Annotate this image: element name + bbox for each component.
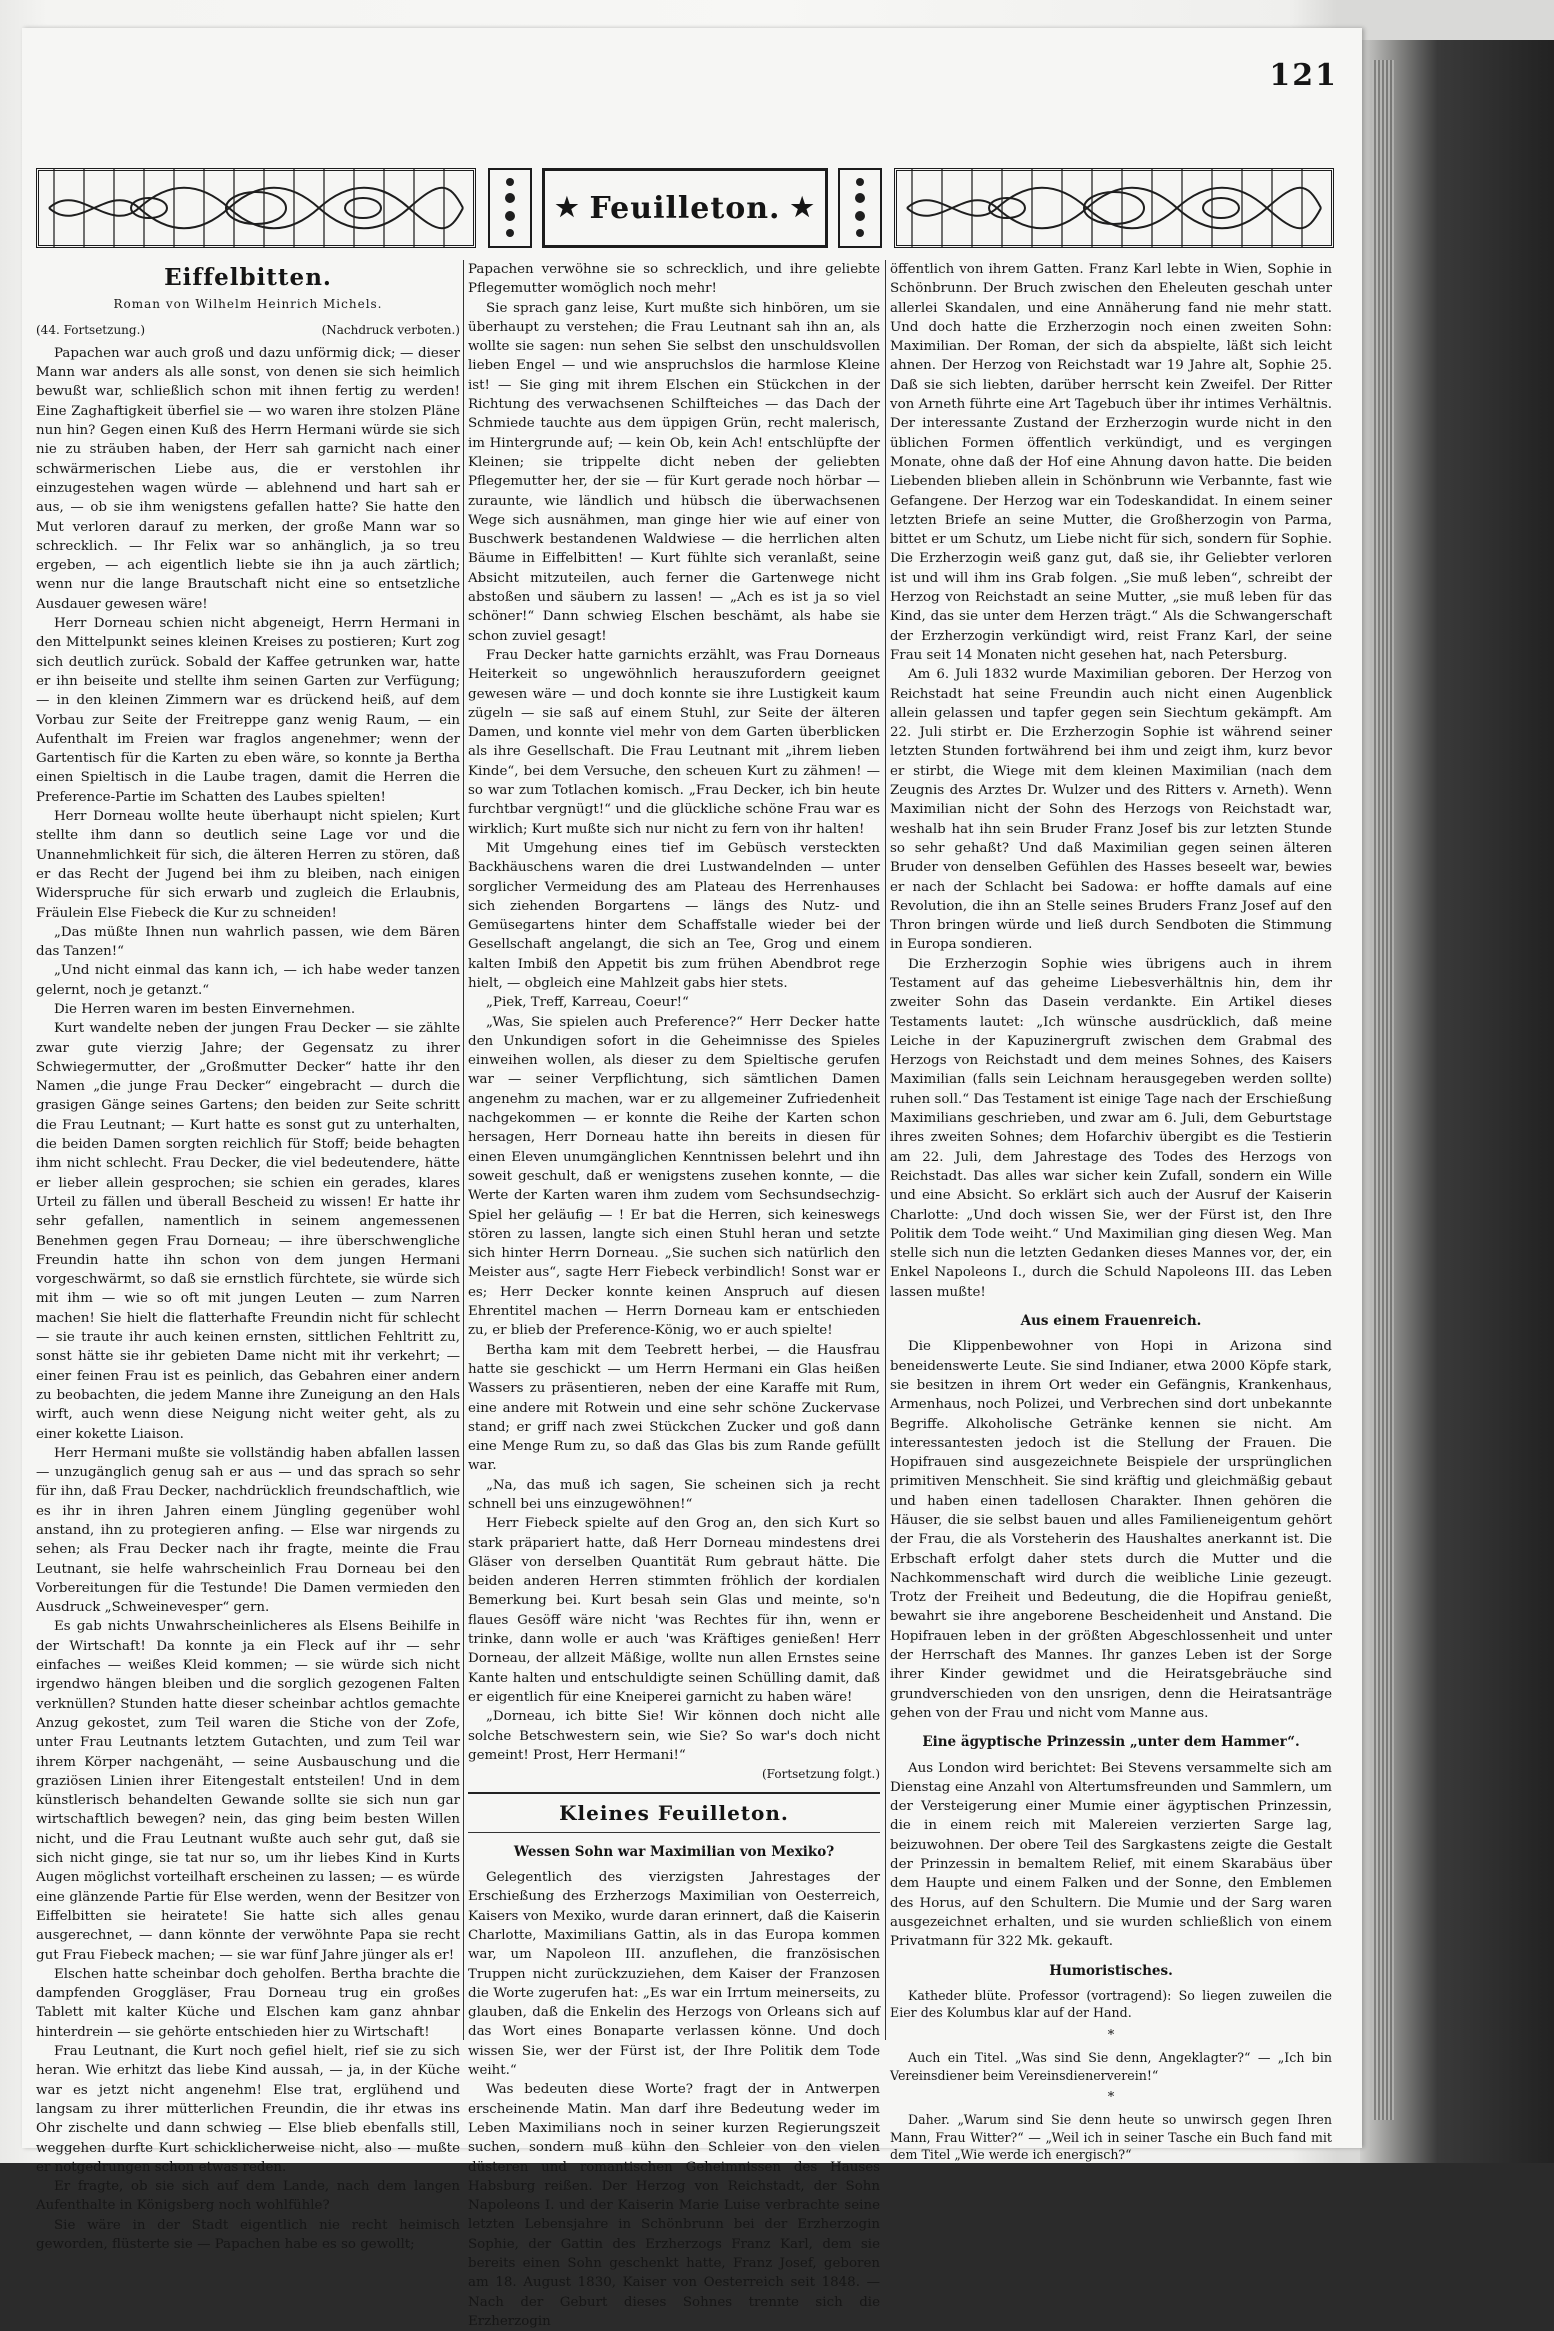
column-rule (885, 260, 886, 2040)
paragraph: „Und nicht einmal das kann ich, — ich habe weder tanzen gelernt, noch je getanzt.“ (36, 963, 460, 998)
reprint-notice: (Nachdruck verboten.) (321, 322, 460, 337)
continuation-note: (Fortsetzung folgt.) (762, 1767, 880, 1782)
paragraph: Papachen verwöhne sie so schrecklich, und ihre geliebte Pflegemutter womöglich noch mehr! (468, 262, 880, 297)
paragraph: Herr Hermani mußte sie vollständig haben abfallen lassen — unzugänglich genug sah er aus — und das sprach so sehr für ihn, daß Frau Decker, nachdrücklich freundschaftlich, wie es ihr in ihren Jahren einem Jüngling gegenüber wohl anstand, ihn zu protegieren anfing. — Else war nirgends zu sehen; als Frau Decker nach ihr fragte, meinte die Frau Leutnant, sie helfe wahrscheinlich Frau Dorneau bei den Vorbereitungen für die Testunde! Die Damen vermieden den Ausdruck „Schweinevesper“ gern. (36, 1445, 460, 1616)
paragraph: Kurt wandelte neben der jungen Frau Decker — sie zählte zwar gute vierzig Jahre; der Gegensatz zu ihrer Schwiegermutter, der „Großmutter Decker“ hatte ihr den Namen „die junge Frau Decker“ eingebracht — durch die grasigen Gänge seines Gartens; den beiden zur Seite schritt die Frau Leutnant; — Kurt hatte es sonst gut zu unterhalten, die beiden Damen sorgten reichlich für Stoff; beide behagten ihm nicht schlecht. Frau Decker, die viel bedeutendere, hätte er lieber allein gesprochen; sie schien ein gerades, klares Urteil zu fällen und überall Bescheid zu wissen! Er hatte ihr sehr gefallen, namentlich in seinem angemessenen Benehmen gegen Frau Dorneau; — ihre überschwengliche Freundin hatte ihn schon von dem jungen Hermani vorgeschwärmt, so daß sie ernstlich fürchtete, sie würde sich mit ihm — wie so oft mit jungen Leuten — zum Narren machen! Sie hielt die flatterhafte Freundin nicht für schlecht — sie traute ihr auch keinen ernsten, sittlichen Fehltritt zu, sonst hätte sie ihr gebieten Dame nicht mit ihr verkehrt; — einer feinen Frau ist es peinlich, das Gebahren einer andern zu beobachten, die jedem Manne ihre Zuneigung an den Hals wirft, auch wenn diese Neigung nicht weiter geht, als zu einer kokette Liaison. (36, 1021, 460, 1442)
paragraph: Die Erzherzogin Sophie wies übrigens auch in ihrem Testament auf das geheime Liebesverhältnis hin, dem ihr zweiter Sohn das Dasein verdankte. Ein Artikel dieses Testaments lautet: „Ich wünsche ausdrücklich, daß meine Leiche in der Kapuzinergruft zwischen dem Grabmal des Herzogs von Reichstadt und dem meines Sohnes, des Kaisers Maximilian (falls sein Leichnam herausgegeben werden sollte) ruhen soll.“ Das Testament ist einige Tage nach der Erschießung Maximilians geschrieben, und zwar am 6. Juli, dem Geburtstage ihres zweiten Sohnes; dem Hofarchiv übergibt es die Testierin am 22. Juli, dem Jahrestage des Todes des Herzogs von Reichstadt. Das alles war sicher kein Zufall, sondern ein Wille und eine Absicht. So erklärt sich auch der Ausruf der Kaiserin Charlotte: „Und doch wissen Sie, wer der Fürst ist, den Ihre Politik dem Tode weiht.“ Und Maximilian ging diesen Weg. Man stelle sich nun die letzten Gedanken dieses Mannes vor, der, ein Enkel Napoleons I., durch die Schuld Napoleons III. das Leben lassen mußte! (890, 956, 1332, 1300)
paragraph: Die Herren waren im besten Einvernehmen. (54, 1001, 356, 1017)
paragraph: Was bedeuten diese Worte? fragt der in Antwerpen erscheinende Matin. Man darf ihre Bedeutung weder im Leben Maximilians noch in seiner kurzen Regierungszeit suchen, sondern muß kühn den Schleier von den vielen düsteren und romantischen Geheimnissen des Hauses Habsburg reißen. Der Herzog von Reichstadt, der Sohn Napoleons I. und der Kaiserin Marie Luise verbrachte seine letzten Lebensjahre in Schönbrunn bei der Erzherzogin Sophie, der Gattin des Erzherzogs Franz Karl, dem sie bereits einen Sohn geschenkt hatte, Franz Josef, geboren am 18. August 1830, Kaiser von Oesterreich seit 1848. — Nach der Geburt dieses Sohnes trennte sich die Erzherzogin (468, 2082, 880, 2329)
paragraph: Sie wäre in der Stadt eigentlich nie recht heimisch geworden, flüsterte sie — Papachen habe es so gewollt; (36, 2217, 460, 2252)
paragraph: Herr Dorneau schien nicht abgeneigt, Herrn Hermani in den Mittelpunkt seines kleinen Kreises zu postieren; Kurt zog sich deutlich zurück. Sobald der Kaffee getrunken war, hatte er ihn beiseite und stellte ihm seinen Garten zur Verfügung; — in den kleinen Zimmern war es drückend heiß, auf dem Vorbau zur Seite der Freitreppe ganz wenig Raum, — ein Aufenthalt im Freien war fraglos angenehmer; wenn der Gartentisch für die Karten zu eben wäre, so konnte ja Bertha einen Spieltisch in die Laube tragen, damit die Herren die Preference-Partie im Schatten des Laubes spielten! (36, 616, 460, 805)
paragraph: Er fragte, ob sie sich auf dem Lande, nach dem langen Aufenthalte in Königsberg noch wohlfühle? (36, 2179, 460, 2214)
page-stack (1372, 60, 1394, 2120)
paragraph: Aus London wird berichtet: Bei Stevens versammelte sich am Dienstag eine Anzahl von Altertumsfreunden und Sammlern, um der Versteigerung einer Mumie einer ägyptischen Prinzessin, die in einem reich mit Malereien verzierten Sarge lag, beizuwohnen. Der obere Teil des Sargkastens zeigte die Gestalt der Prinzessin in bemaltem Relief, mit einem Skarabäus über dem Haupte und einem Falken und der Sonne, den Emblemen des Horus, auf den Schultern. Die Mumie und der Sarg waren ausgezeichnet erhalten, und sie wurden schließlich von einem Privatmann für 322 Mk. gekauft. (890, 1760, 1332, 1950)
joke: Daher. „Warum sind Sie denn heute so unwirsch gegen Ihren Mann, Frau Witter?“ — „Weil ich in seiner Tasche ein Buch fand mit dem Titel „Wie werde ich energisch?“ (890, 2112, 1332, 2163)
joke: Auch ein Titel. „Was sind Sie denn, Angeklagter?“ — „Ich bin Vereinsdiener beim Vereinsdienerverein!“ (890, 2050, 1332, 2083)
joke: Katheder blüte. Professor (vortragend): So liegen zuweilen die Eier des Kolumbus klar auf der Hand. (890, 1987, 1332, 2021)
article-heading: Eine ägyptische Prinzessin „unter dem Hammer“. (922, 1734, 1300, 1751)
kleines-feuilleton-title: Kleines Feuilleton. (559, 1801, 789, 1826)
column-3 (890, 260, 1332, 2163)
humor-block (890, 1987, 1332, 2164)
paragraph: „Das müßte Ihnen nun wahrlich passen, wie dem Bären das Tanzen!“ (36, 924, 460, 960)
paragraph: „Was, Sie spielen auch Preference?“ Herr Decker hatte den Unkundigen sofort in die Geheimnisse des Spieles einweihen wollen, als dieser zu dem Spieltische gerufen war — seiner Verpflichtung, sich sämtlichen Damen angenehm zu machen, war er zu allgemeiner Zufriedenheit nachgekommen — er konnte die Reihe der Karten schon hersagen, Herr Dorneau hatte ihn bereits in diesen für einen Eleven unumgänglichen Kenntnissen belehrt und ihn soweit geschult, daß er wenigstens zusehen konnte, — die Werte der Karten waren ihm zudem vom Sechsundsechzig-Spiel her geläufig — ! Er bat die Herren, sich keineswegs stören zu lassen, langte sich einen Stuhl heran und setzte sich hinter Herrn Dorneau. „Sie suchen sich natürlich den Meister aus“, sagte Herr Fiebeck verbindlich! Sonst war er es; Herr Decker konnte keinen Anspruch auf diesen Ehrentitel machen — Herrn Dorneau kam er entschieden zu, er blieb der Preference-König, wo er auch spielte! (468, 1014, 880, 1339)
article-heading: Humoristisches. (1049, 1962, 1173, 1979)
paragraph: Bertha kam mit dem Teebrett herbei, — die Hausfrau hatte sie geschickt — um Herrn Hermani ein Glas heißen Wassers zu präsentieren, neben der eine Karaffe mit Rum, eine andere mit Rotwein und eine sehr schöne Zuckervase stand; er griff nach zwei Stückchen Zucker und goß dann eine Menge Rum zu, so daß das Glas bis zum Rande gefüllt war. (468, 1342, 880, 1474)
section-separator (468, 1832, 880, 1833)
paragraph: Gelegentlich des vierzigsten Jahrestages der Erschießung des Erzherzogs Maximilian von Oesterreich, Kaisers von Mexiko, wurde daran erinnert, daß die Kaiserin Charlotte, Maximilians Gattin, als in das Europa kommen war, um Napoleon III. anzuflehen, die französischen Truppen nicht zurückzuziehen, dem Kaiser der Franzosen die Worte zugerufen hat: „Es war ein Irrtum meinerseits, zu glauben, daß die Enkelin des Herzogs von Orleans sich auf das Wort eines Bonaparte verlassen könne. Und doch wissen Sie, wer der Fürst ist, der Ihre Politik dem Tode weiht.“ (468, 1870, 880, 2079)
star-icon: ★ (790, 193, 815, 223)
asterisk-divider: * (1107, 2090, 1115, 2106)
feuilleton-header (36, 168, 1346, 248)
column-1 (36, 260, 460, 2252)
byline: Roman von Wilhelm Heinrich Michels. (113, 297, 383, 312)
newspaper-page (22, 28, 1362, 2329)
paragraph: Die Klippenbewohner von Hopi in Arizona sind beneidenswerte Leute. Sie sind Indianer, etwa 2000 Köpfe stark, sie besitzen in ihrem Ort weder ein Gefängnis, Krankenhaus, Armenhaus, noch Polizei, und Verbrechen sind dort unbekannte Begriffe. Alkoholische Getränke kennen sie nicht. Am interessantesten jedoch ist die Stellung der Frauen. Die Hopifrauen sind ausgezeichnete Beispiele der ursprünglichen primitiven Menschheit. Sie sind kräftig und gleichmäßig gebaut und haben einen tadellosen Charakter. Ihnen gehören die Häuser, die sie selbst bauen und alles Familieneigentum gehört der Frau, die als Vorsteherin des Haushaltes anerkannt ist. Die Erbschaft erfolgt daher stets durch die Mutter und die Nachkommenschaft wird durch die weibliche Linie gezeugt. Trotz der Freiheit und Bedeutung, die die Hopifrau genießt, bewahrt sie ihre angeborene Bescheidenheit und Anstand. Die Hopifrauen leben in der größten Abgeschlossenheit und unter der Herrschaft des Mannes. Ihr ganzes Leben ist der Sorge ihrer Kinder gewidmet und die Heiratsgebräuche sind grundverschieden von den unsrigen, denn die Heiratsanträge gehen von der Frau und nicht vom Manne aus. (890, 1339, 1332, 1721)
article-heading: Aus einem Frauenreich. (1020, 1313, 1202, 1330)
paragraph: Mit Umgehung eines tief im Gebüsch versteckten Backhäuschens waren die drei Lustwandelnden — unter sorglicher Vermeidung des am Plateau des Herrenhauses sich ziehenden Borgartens — längs des Nutz- und Gemüsegartens hinter dem Schaffstalle wieder bei der Gesellschaft angelangt, die sich an Tee, Grog und einem kalten Imbiß den Appetit bis zum frühen Abendbrot rege hielt, — obgleich eine Mahlzeit gabs hier stets. (468, 840, 880, 991)
story-title: Eiffelbitten. (164, 264, 332, 291)
paragraph: „Dorneau, ich bitte Sie! Wir können doch nicht alle solche Betschwestern sein, wie Sie? So war's doch nicht gemeint! Prost, Herr Hermani!“ (468, 1709, 880, 1763)
paragraph: Papachen war auch groß und dazu unförmig dick; — dieser Mann war anders als alle sonst, von denen sie sich heimlich bewußt war, schließlich schon mit ihnen fertig zu werden! Eine Zaghaftigkeit überfiel sie — wo waren ihre stolzen Pläne nun hin? Gegen einen Kuß des Herrn Hermani würde sie sich nie zu sträuben haben, der Herr sah garnicht nach einer schwärmerischen Liebe aus, die er verstohlen ihr einzugestehen wagen würde — ablehnend und hart sah er aus, — ob sie ihm wenigstens gefallen hatte? Sie hatte den Mut verloren darauf zu merken, der große Mann war so schrecklich. — Ihr Felix war so anhänglich, ja so treu ergeben, — ach eigentlich liebte sie ihn ja auch zärtlich; wenn nur die lange Brautschaft nicht eine so entsetzliche Ausdauer gewesen wäre! (36, 345, 460, 612)
paragraph: Elschen hatte scheinbar doch geholfen. Bertha brachte die dampfenden Groggläser, Frau Dorneau trug ein großes Tablett mit kalter Küche und Elschen kam ganz ahnbar hinterdrein — sie gehörte entschieden hier zu Wirtschaft! (36, 1966, 460, 2040)
column-rule (463, 260, 464, 2040)
paragraph: Herr Fiebeck spielte auf den Grog an, den sich Kurt so stark präpariert hatte, daß Herr Dorneau mindestens drei Gläser von derselben Quantität Rum gebraut hätte. Die beiden anderen Herren stimmten fröhlich der kordialen Bemerkung bei. Kurt besah sein Glas und meinte, so'n flaues Gesöff wäre nicht 'was Rechtes für ihn, wenn er trinke, dann wolle er auch 'was Kräftiges genießen! Herr Dorneau, der allzeit Mäßige, wollte nun allen Ernstes seine Kante halten und entschuldigte seinen Schülling damit, daß er eigentlich für eine Kneiperei garnicht zu haben wäre! (468, 1516, 880, 1705)
ornament-divider-left (488, 168, 532, 248)
ornament-divider-right (838, 168, 882, 248)
section-separator (468, 1792, 880, 1794)
paragraph: Sie sprach ganz leise, Kurt mußte sich hinbören, um sie überhaupt zu verstehen; die Frau Leutnant sah ihn an, als wollte sie sagen: nun sehen Sie selbst den unschuldsvollen lieben Engel — und wie anspruchslos die harmlose Kleine ist! — Sie ging mit ihrem Elschen ein Stückchen in der Richtung des verwachsenen Schilfteiches — das Dach der Schmiede tauchte aus dem üppigen Grün, recht malerisch, im Hintergrunde auf; — kein Ob, kein Ach! entschlüpfte der Kleinen; sie trippelte dicht neben der geliebten Pflegemutter her, der sie — für Kurt gerade noch hörbar — zuraunte, wie ländlich und hübsch die überwachsenen Wege sich ausnähmen, man ginge hier wie auf einer von Buschwerk bestandenen Waldwiese — die herrlichen alten Bäume in Eiffelbitten! — Kurt fühlte sich veranlaßt, seine Absicht mitzuteilen, auch ferner die Gartenwege nicht abstoßen und säubern zu lassen! — „Ach es ist ja so viel schöner!“ Dann schwieg Elschen beschämt, als habe sie schon zuviel gesagt! (468, 300, 880, 644)
paragraph: „Piek, Treff, Karreau, Coeur!“ (486, 995, 689, 1011)
paragraph: Frau Decker hatte garnichts erzählt, was Frau Dorneaus Heiterkeit so ungewöhnlich herauszufordern geeignet gewesen wäre — und doch konnte sie ihre Lustigkeit kaum zügeln — sie saß auf einem Stuhl, zur Seite der älteren Damen, und konnte viel mehr von dem Garten überblicken als ihre Gesellschaft. Die Frau Leutnant mit „ihrem lieben Kinde“, bei dem Versuche, den scheuen Kurt zu zähmen! — so war zum Totlachen komisch. „Frau Decker, ich bin heute furchtbar vergnügt!“ und die glückliche schöne Frau war es wirklich; Kurt mußte sich nur nicht zu fern von ihr halten! (468, 647, 880, 837)
paragraph: Es gab nichts Unwahrscheinlicheres als Elsens Beihilfe in der Wirtschaft! Da konnte ja ein Fleck auf ihr — sehr einfaches — weißes Kleid kommen; — sie würde sich nicht irgendwo hängen bleiben und die sorglich gezogenen Falten verknüllen? Stunden hatte dieser scheinbar achtlos gemachte Anzug gekostet, zum Teil waren die Stiche von der Zofe, unter Frau Leutnants letztem Gutachten, und zum Teil war ihrem Körper nachgenäht, — seine Ausbauschung und die graziösen Linien ihrer Eitengestalt entsteilen! Und in dem künstlerisch behandelten Gewande sollte sie sich nun gar wirtschaftlich bewegen? nein, das ging beim besten Willen nicht, und die Frau Leutnant wußte auch sehr gut, daß sie sich nicht ginge, sie tat nur so, um ihr liebes Kind in Kurts Augen möglichst vorteilhaft erscheinen zu lassen; — es würde eine glänzende Partie für Else werden, wenn der Besitzer von Eiffelbitten sie heiratete! Sie hatte sich alles genau ausgerechnet, — dann könnte der verwöhnte Papa sie recht gut Frau Fiebeck machen; — sie war fünf Jahre jünger als er! (36, 1619, 460, 1963)
ornament-right (894, 168, 1334, 248)
column-2 (468, 260, 880, 2329)
paragraph: öffentlich von ihrem Gatten. Franz Karl lebte in Wien, Sophie in Schönbrunn. Der Bruch zwischen den Eheleuten geschah unter allerlei Skandalen, und eine Annäherung fand nie mehr statt. Und doch hatte die Erzherzogin noch einen zweiten Sohn: Maximilian. Der Roman, der sich da abspielte, läßt sich leicht ahnen. Der Herzog von Reichstadt war 19 Jahre alt, Sophie 25. Daß sie sich liebten, darüber herrscht kein Zweifel. Der Ritter von Arneth führte eine Art Tagebuch über ihr intimes Verhältnis. Der interessante Zustand der Erzherzogin wurde nicht in den üblichen Formen öffentlich verkündigt, und es vergingen Monate, ohne daß der Hof eine Ahnung davon hatte. Die beiden Liebenden blieben allein in Schönbrunn wie Verbannte, fast wie Gefangene. Der Herzog war ein Todeskandidat. In einem seiner letzten Briefe an seine Mutter, die Großherzogin von Parma, bittet er um Schutz, um Liebe nicht für sich, sondern für Sophie. Die Erzherzogin weiß ganz gut, daß sie, ihr Geliebter verloren ist und will ihm ins Grab folgen. „Sie muß leben“, schreibt der Herzog von Reichstadt an seine Mutter, „sie muß leben für das Kind, das sie unter dem Herzen trägt.“ Als die Schwangerschaft der Erzherzogin verkündigt wird, reist Franz Karl, der seine Frau seit 14 Monaten nicht gesehen hat, nach Petersburg. (890, 262, 1332, 663)
installment-row (36, 321, 460, 340)
ornament-left (36, 168, 476, 248)
page-number: 121 (1269, 58, 1338, 93)
section-title: Feuilleton. (589, 190, 781, 226)
installment: (44. Fortsetzung.) (36, 322, 146, 337)
star-icon: ★ (555, 193, 580, 223)
feuilleton-title (542, 168, 828, 248)
paragraph: Frau Leutnant, die Kurt noch gefiel hielt, rief sie zu sich heran. Wie erhitzt das liebe Kind aussah, — ja, in der Küche war es jetzt nicht angenehm! Else trat, erglühend und langsam zu ihrer mütterlichen Freundin, die ihr etwas ins Ohr zischelte und dann schwieg — Else blieb ebenfalls still, weggehen durfte Kurt schicklicherweise nicht, also — mußte er notgedrungen schon etwas reden. (36, 2044, 460, 2175)
paragraph: Herr Dorneau wollte heute überhaupt nicht spielen; Kurt stellte ihm dann so deutlich seine Lage vor und die Unannehmlichkeit für sich, die älteren Herren zu stören, daß er das Recht der Jugend bei ihm zu bleiben, nach einigen Widerspruche für sich erwarb und zugleich die Erlaubnis, Fräulein Else Fiebeck die Kur zu schneiden! (36, 809, 460, 921)
paragraph: Am 6. Juli 1832 wurde Maximilian geboren. Der Herzog von Reichstadt hat seine Freundin auch nicht einen Augenblick allein gelassen und tapfer gegen sein Siechtum gekämpft. Am 22. Juli stirbt er. Die Erzherzogin Sophie ist während seiner letzten Stunden fortwährend bei ihm und zeigt ihm, kurz bevor er stirbt, die Wiege mit dem kleinen Maximilian (nach dem Zeugnis des Arztes Dr. Wulzer und des Ritters v. Arneth). Wenn Maximilian nicht der Sohn des Herzogs von Reichstadt war, weshalb hat ihn sein Bruder Franz Josef bis zur letzten Stunde so sehr gehaßt? Und daß Maximilian gegen seinen älteren Bruder von denselben Gefühlen des Hasses beseelt war, bewies er nach der Schlacht bei Sadowa: er hoffte damals auf eine Revolution, die ihn an Stelle seines Bruders Franz Josef auf den Thron bringen würde und ließ durch Sendboten die Stimmung in Europa sondieren. (890, 667, 1332, 953)
paragraph: „Na, das muß ich sagen, Sie scheinen sich ja recht schnell bei uns einzugewöhnen!“ (468, 1477, 880, 1512)
asterisk-divider: * (1107, 2027, 1115, 2043)
article-heading: Wessen Sohn war Maximilian von Mexiko? (513, 1843, 835, 1860)
